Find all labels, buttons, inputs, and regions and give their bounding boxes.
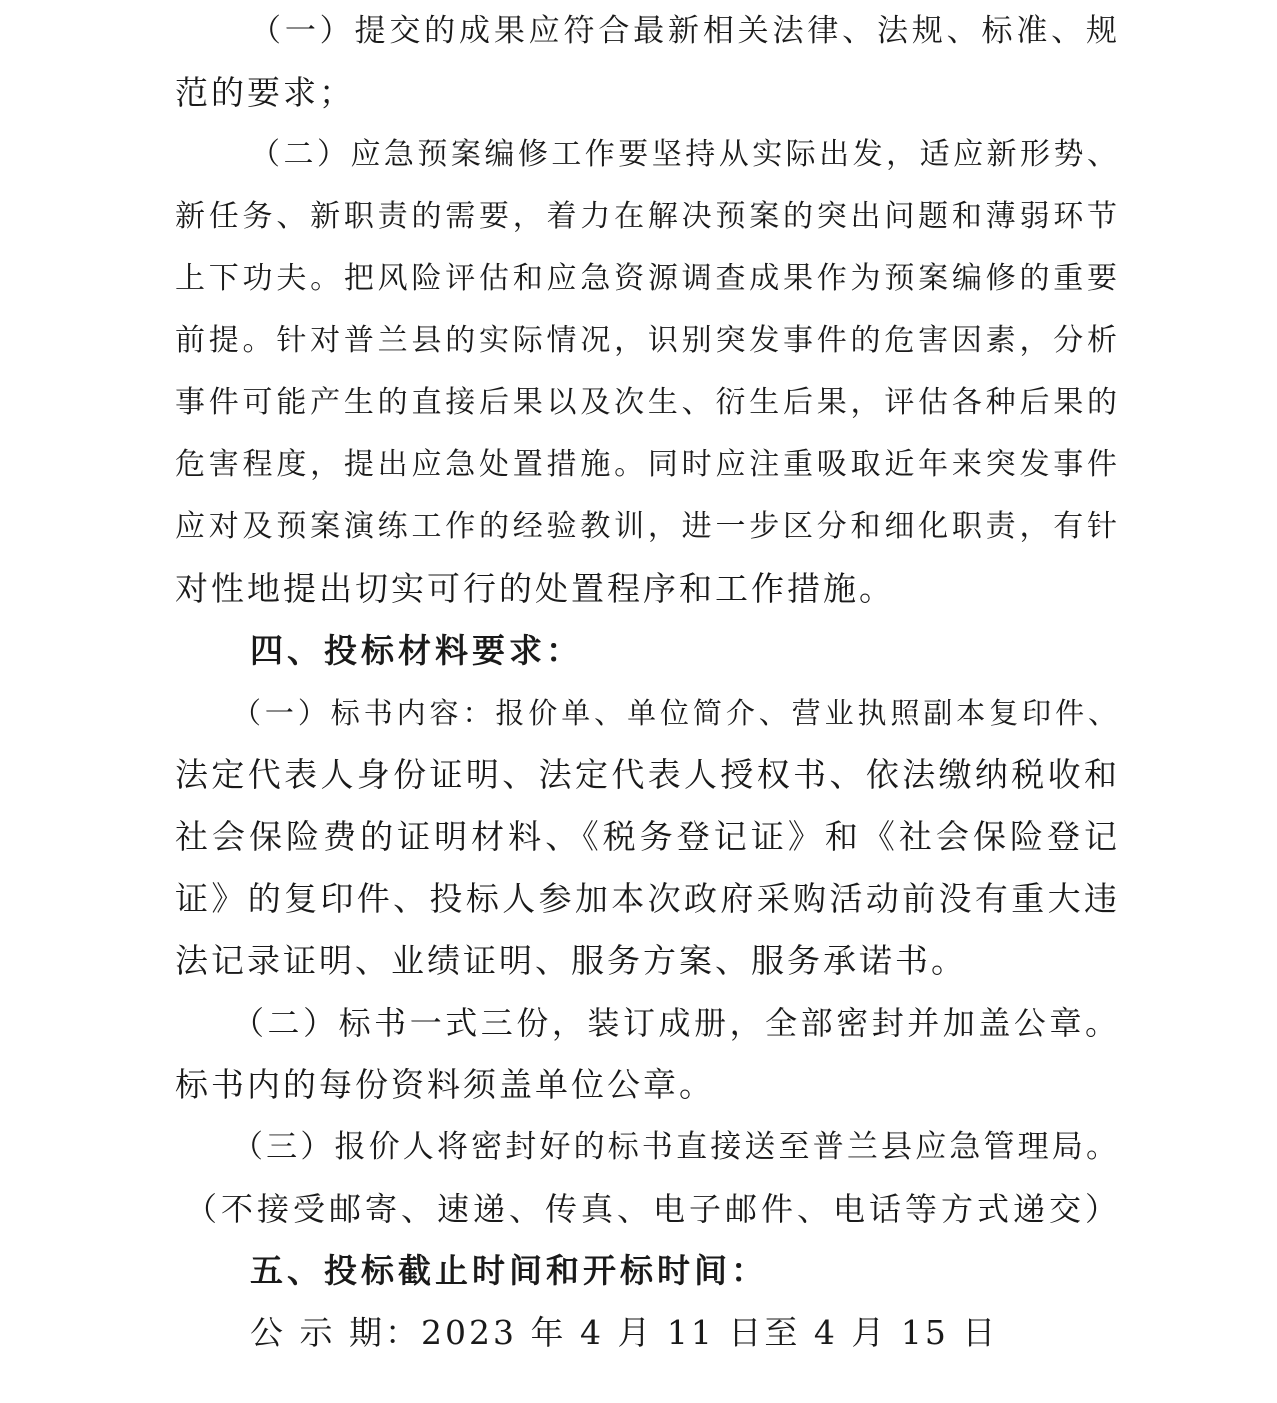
paragraph-line: （不接受邮寄、速递、传真、电子邮件、电话等方式递交） (185, 1190, 1120, 1228)
paragraph-line: 危害程度，提出应急处置措施。同时应注重吸取近年来突发事件 (175, 447, 1120, 482)
paragraph-line: （三）报价人将密封好的标书直接送至普兰县应急管理局。 (232, 1129, 1120, 1165)
paragraph-line: 应对及预案演练工作的经验教训，进一步区分和细化职责，有针 (175, 509, 1120, 544)
paragraph-line: 对性地提出切实可行的处置程序和工作措施。 (175, 569, 895, 608)
paragraph-line: 前提。针对普兰县的实际情况，识别突发事件的危害因素，分析 (175, 323, 1120, 358)
paragraph-line: （二）应急预案编修工作要坚持从实际出发，适应新形势、 (250, 137, 1120, 172)
section-heading: 四、投标材料要求： (250, 631, 583, 670)
paragraph-line: 范的要求； (175, 73, 355, 112)
paragraph-line: 事件可能产生的直接后果以及次生、衍生后果，评估各种后果的 (175, 385, 1120, 420)
paragraph-line: 标书内的每份资料须盖单位公章。 (175, 1065, 715, 1104)
paragraph-line: 上下功夫。把风险评估和应急资源调查成果作为预案编修的重要 (175, 261, 1120, 296)
announcement-period: 公 示 期：2023 年 4 月 11 日至 4 月 15 日 (250, 1313, 999, 1352)
paragraph-line: （一）提交的成果应符合最新相关法律、法规、标准、规 (250, 13, 1120, 49)
paragraph-line: 法记录证明、业绩证明、服务方案、服务承诺书。 (175, 941, 967, 980)
paragraph-line: 新任务、新职责的需要，着力在解决预案的突出问题和薄弱环节 (175, 199, 1120, 234)
section-heading: 五、投标截止时间和开标时间： (250, 1251, 768, 1290)
paragraph-line: 证》的复印件、投标人参加本次政府采购活动前没有重大违 (175, 879, 1120, 918)
paragraph-line: 法定代表人身份证明、法定代表人授权书、依法缴纳税收和 (175, 755, 1120, 794)
paragraph-line: （一）标书内容：报价单、单位简介、营业执照副本复印件、 (232, 696, 1120, 730)
paragraph-line: 社会保险费的证明材料、《税务登记证》和《社会保险登记 (175, 817, 1120, 856)
paragraph-line: （二）标书一式三份，装订成册，全部密封并加盖公章。 (232, 1004, 1120, 1042)
